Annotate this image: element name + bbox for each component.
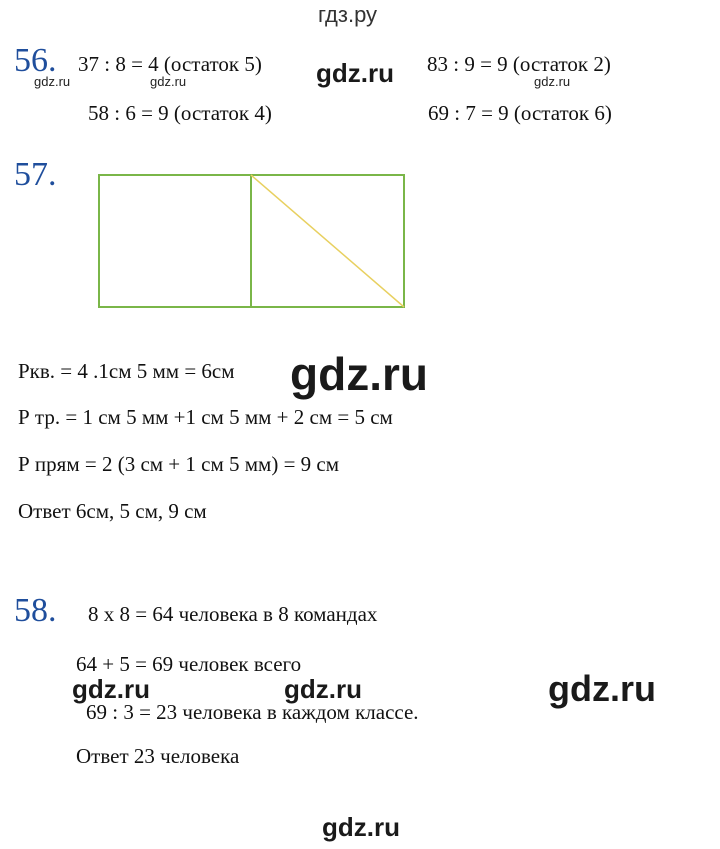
task-57-number: 57. [14, 156, 57, 193]
task-58-line-1: 8 х 8 = 64 человека в 8 командах [88, 602, 378, 626]
site-header: гдз.ру [318, 2, 378, 27]
watermark-small-2: gdz.ru [150, 74, 187, 89]
task-56-line-3: 58 : 6 = 9 (остаток 4) [88, 101, 272, 125]
task-56-line-4: 69 : 7 = 9 (остаток 6) [428, 101, 612, 125]
task-56-line-2: 83 : 9 = 9 (остаток 2) [427, 52, 611, 76]
watermark-large: gdz.ru [548, 668, 656, 709]
watermark-mid-3: gdz.ru [284, 674, 362, 704]
task-57-line-3: Р прям = 2 (3 см + 1 см 5 мм) = 9 см [18, 452, 340, 476]
task-57-line-2: Р тр. = 1 см 5 мм +1 см 5 мм + 2 см = 5 см [18, 405, 393, 429]
watermark-big: gdz.ru [290, 348, 428, 400]
task-58-answer: Ответ 23 человека [76, 744, 240, 768]
task-58-line-3: 69 : 3 = 23 человека в каждом классе. [86, 700, 419, 724]
watermark-mid-2: gdz.ru [72, 674, 150, 704]
task-57-line-1: Ркв. = 4 .1см 5 мм = 6см [18, 359, 235, 383]
task-58-line-2: 64 + 5 = 69 человек всего [76, 652, 302, 676]
task-56-line-1: 37 : 8 = 4 (остаток 5) [78, 52, 262, 76]
watermark-small-3: gdz.ru [534, 74, 571, 89]
task-57-answer: Ответ 6см, 5 см, 9 см [18, 499, 207, 523]
square-left [99, 175, 251, 307]
watermark-footer: gdz.ru [322, 812, 400, 842]
task-56-number: 56. [14, 42, 57, 79]
watermark-small-1: gdz.ru [34, 74, 71, 89]
watermark-mid-1: gdz.ru [316, 58, 394, 88]
task-58-number: 58. [14, 592, 57, 629]
triangle-diagonal [251, 175, 404, 307]
